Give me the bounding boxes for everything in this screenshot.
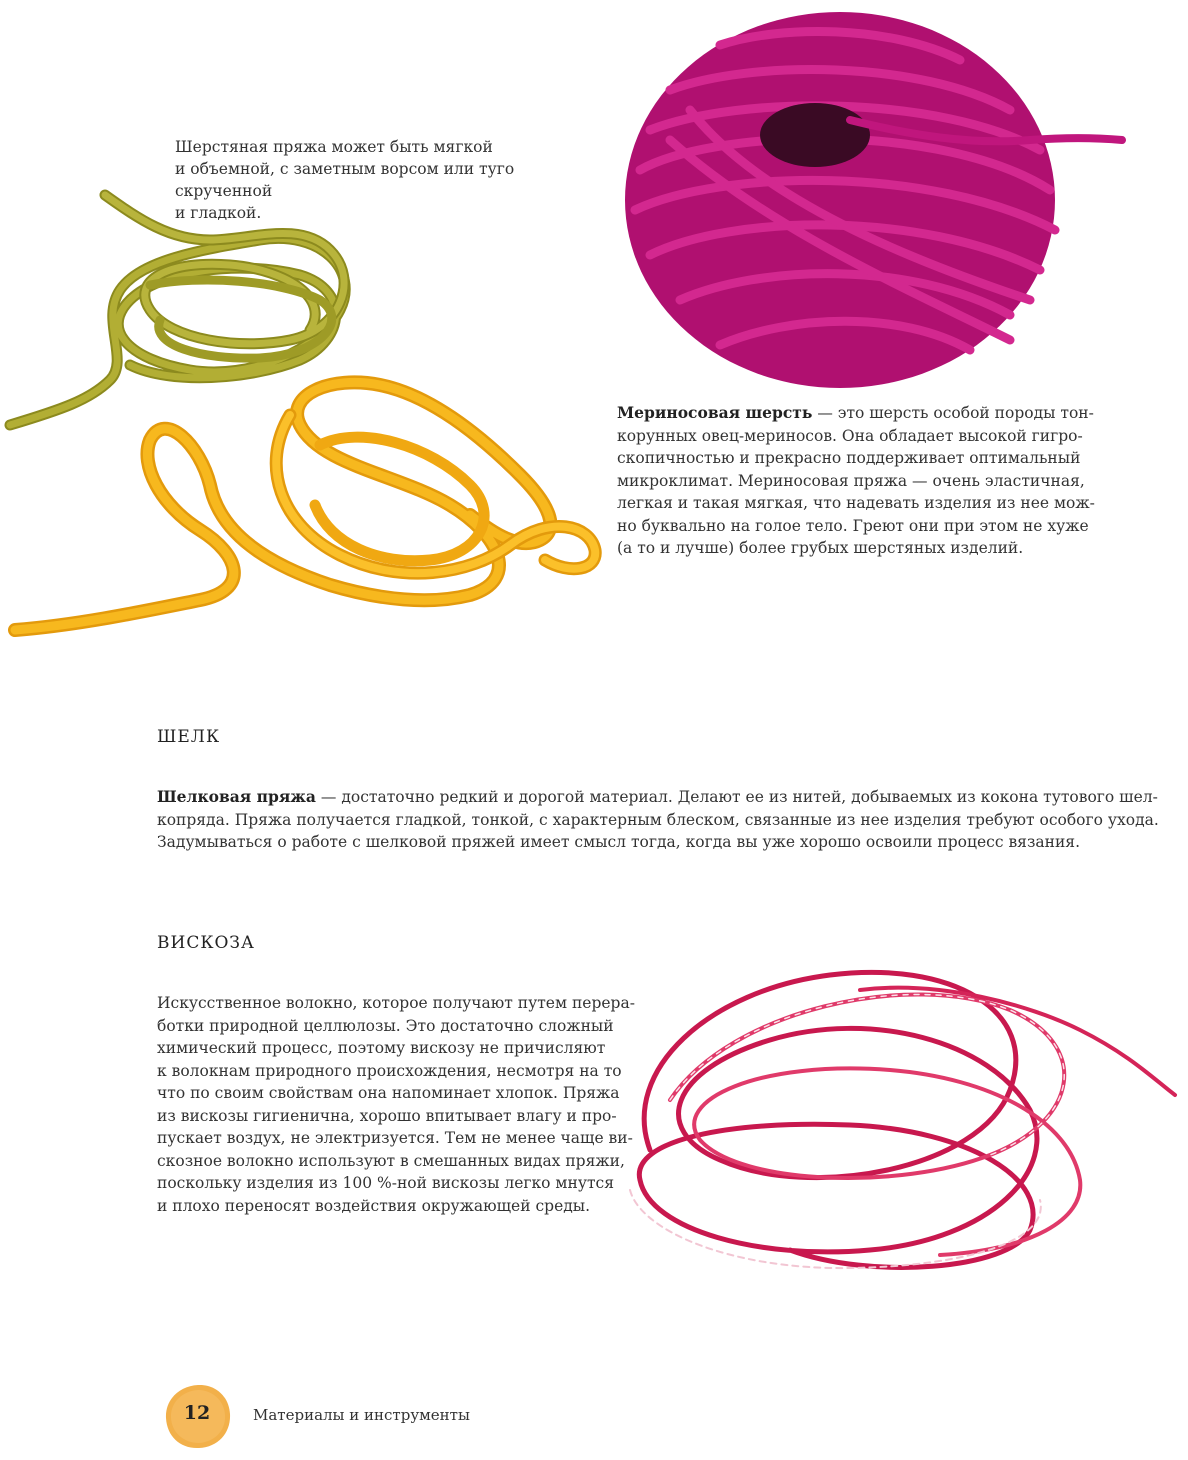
viscose-line: что по своим свойствам она напоминает хлопок. Пряжа (157, 1084, 620, 1102)
merino-line: скопичностью и прекрасно поддерживает оптимальный (617, 449, 1081, 467)
silk-paragraph (157, 786, 1159, 854)
silk-line-1: Шелковая пряжа — достаточно редкий и дорогой материал. Делают ее из нитей, добываемых из кокона тутового шел- (157, 787, 1158, 806)
yellow-yarn-image (0, 355, 610, 665)
viscose-line: ботки природной целлюлозы. Это достаточно сложный (157, 1016, 614, 1035)
merino-line: легкая и такая мягкая, что надевать изделия из нее мож- (617, 494, 1095, 512)
viscose-paragraph (157, 992, 635, 1217)
wool-caption-line: и объемной, с заметным ворсом или туго скрученной (175, 160, 515, 200)
page-number: 12 (183, 1402, 211, 1424)
viscose-line: из вискозы гигиенична, хорошо впитывает влагу и про- (157, 1106, 617, 1125)
silk-line: Задумываться о работе с шелковой пряжей имеет смысл тогда, когда вы уже хорошо освоили процесс вязания. (157, 833, 1081, 851)
merino-paragraph (617, 402, 1095, 560)
wool-caption-line: и гладкой. (175, 204, 262, 222)
magenta-merino-ball-image (610, 0, 1130, 395)
viscose-line: к волокнам природного происхождения, несмотря на то (157, 1061, 622, 1080)
silk-term: Шелковая пряжа (157, 787, 316, 806)
wool-caption-line: Шерстяная пряжа может быть мягкой (175, 138, 493, 156)
merino-term: Мериносовая шерсть (617, 403, 813, 422)
viscose-line: скозное волокно используют в смешанных видах пряжи, (157, 1151, 625, 1170)
merino-line: но буквально на голое тело. Греют они при этом не хуже (617, 516, 1089, 535)
viscose-line: Искусственное волокно, которое получают путем перера- (157, 994, 635, 1012)
viscose-line: химический процесс, поэтому вискозу не причисляют (157, 1039, 606, 1057)
viscose-heading: ВИСКОЗА (157, 933, 255, 953)
silk-line: копряда. Пряжа получается гладкой, тонкой, с характерным блеском, связанные из нее изделия требуют особого ухода. (157, 810, 1159, 829)
footer-section-title: Материалы и инструменты (253, 1406, 470, 1424)
pink-viscose-thread-image (610, 950, 1180, 1290)
merino-line: корунных овец-мериносов. Она обладает высокой гигро- (617, 426, 1083, 445)
merino-line: микроклимат. Мериносовая пряжа — очень эластичная, (617, 471, 1085, 490)
viscose-line: и плохо переносят воздействия окружающей среды. (157, 1196, 591, 1215)
viscose-line: пускает воздух, не электризуется. Тем не менее чаще ви- (157, 1129, 633, 1147)
silk-heading: ШЕЛК (157, 727, 221, 747)
viscose-line: поскольку изделия из 100 %-ной вискозы легко мнутся (157, 1174, 614, 1192)
merino-line: (а то и лучше) более грубых шерстяных изделий. (617, 539, 1024, 557)
merino-line-1: Мериносовая шерсть — это шерсть особой породы тон- (617, 403, 1094, 422)
wool-caption (175, 136, 595, 224)
